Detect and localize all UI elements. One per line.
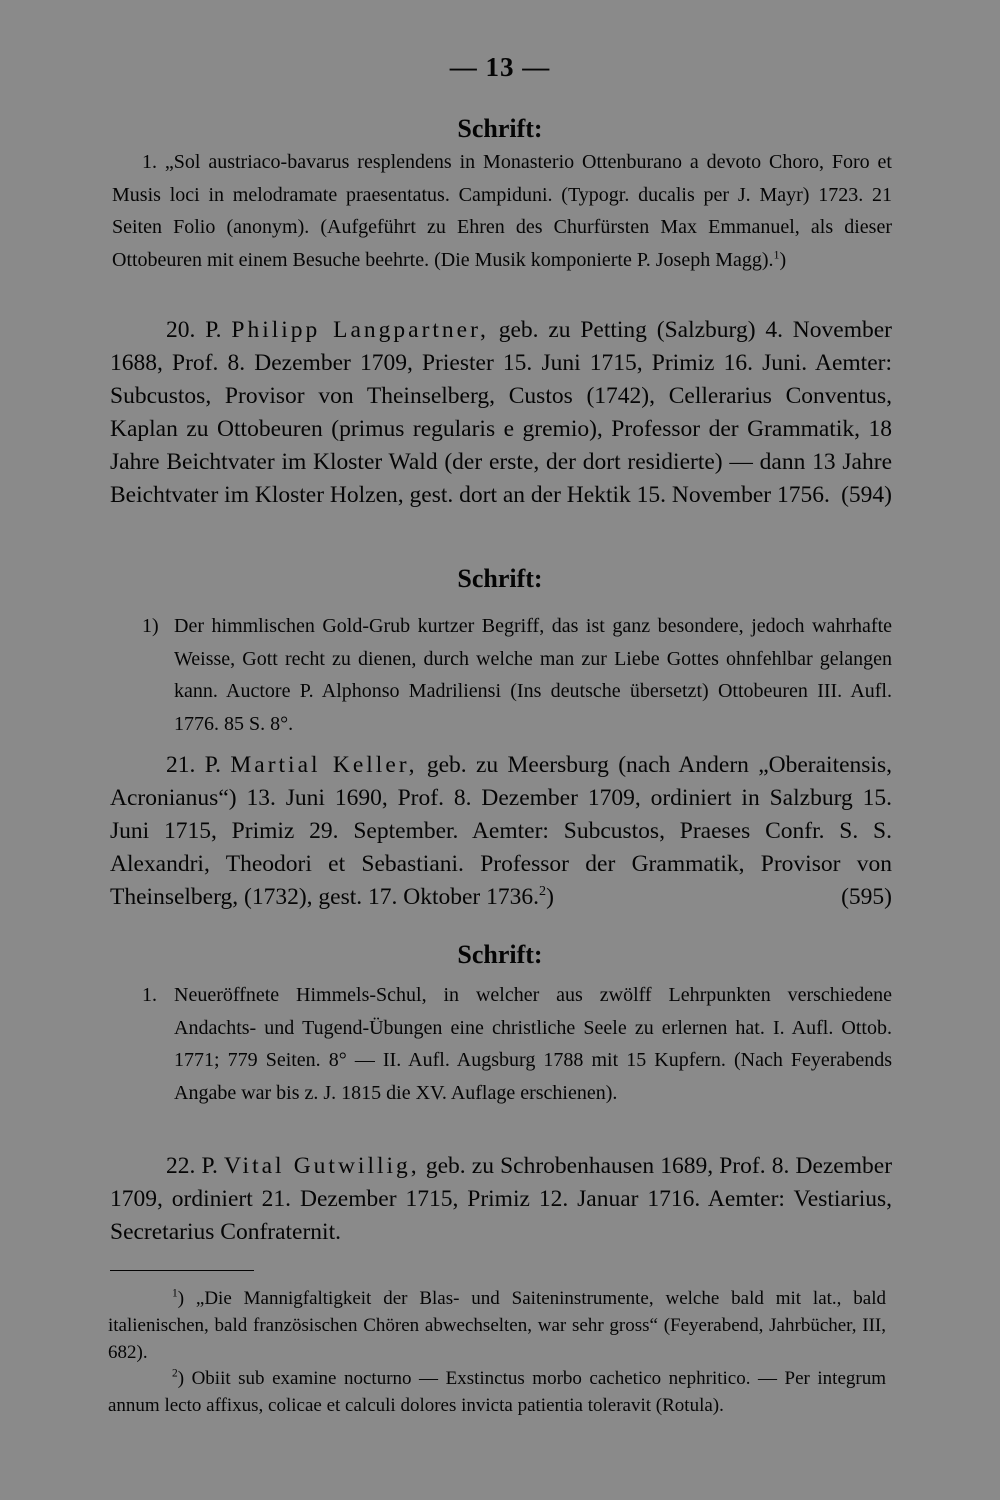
work-item-marker: 1.: [142, 984, 157, 1006]
footnote-text: ) Obiit sub examine nocturno — Exstinctus morbo cachetico nephritico. — Per integrum annum lecto affixus, colicae et calculi dolores invicta patientia toleravit (Rotula).: [108, 1368, 886, 1416]
footnote-ref-2: 2: [539, 883, 547, 900]
entry-20-langpartner: [110, 314, 892, 512]
footnote-text: ) „Die Mannigfaltigkeit der Blas- und Saiteninstrumente, welche bald mit lat., bald italienischen, bald französischen Chören abwechselten, war sehr gross“ (Feyerabend, Jahrbücher, III, 682).: [108, 1288, 886, 1363]
footnote-mark: 1: [172, 1287, 178, 1300]
footnote-ref-1: 1: [773, 246, 780, 261]
footnote-mark: 2: [172, 1367, 178, 1380]
heading-schrift-2: Schrift:: [457, 564, 543, 593]
work-item-text: 1. „Sol austriaco-bavarus resplendens in Monasterio Ottenburano a devoto Choro, Foro et Musis loci in melodramate praesentatus. Campiduni. (Typogr. ducalis per J. Mayr) 1723. 21 Seiten Folio (anonym). (Aufgeführt zu Ehren des Churfürsten Max Emmanuel, als dieser Ottobeuren mit einem Besuche beehrte. (Die Musik komponierte P. Joseph Magg).: [112, 151, 892, 271]
entry-name: Philipp Langpartner,: [231, 317, 489, 343]
entry-number: 20. P.: [166, 317, 222, 343]
footnote-ref-1-close: ): [779, 248, 787, 271]
footnote-2: [108, 1365, 886, 1419]
footnote-ref-2-close: ): [546, 884, 554, 910]
heading-schrift-3: Schrift:: [457, 940, 543, 969]
entry-number: 21. P.: [166, 752, 222, 778]
entry-22-gutwillig: [110, 1150, 892, 1249]
work-item-marker: 1): [142, 615, 159, 637]
work-item-gold-grub: [112, 610, 892, 740]
entry-text: geb. zu Schrobenhausen 1689, Prof. 8. Dezember 1709, ordiniert 21. Dezember 1715, Primiz 12. Januar 1716. Aemter: Vestiarius, Secretarius Confraternit.: [110, 1153, 893, 1245]
work-item-text: Der himmlischen Gold-Grub kurtzer Begriff, das ist ganz besondere, jedoch wahrhafte Weisse, Gott recht zu dienen, durch welche man zur Liebe Gottes ohnfehlbar gelangen kann. Auctore P. Alphonso Madriliensi (Ins deutsche übersetzt) Ottobeuren III. Aufl. 1776. 85 S. 8°.: [174, 615, 892, 735]
entry-text: geb. zu Meersburg (nach Andern „Oberaitensis, Acronianus“) 13. Juni 1690, Prof. 8. Dezember 1709, ordiniert in Salzburg 15. Juni 1715, Primiz 29. September. Aemter: Subcustos, Praeses Confr. S. S. Alexandri, Theodori et Sebastiani. Professor der Grammatik, Provisor von Theinselberg, (1732), gest. 17. Oktober 1736.: [110, 752, 892, 910]
entry-reference: (595): [841, 884, 892, 910]
work-item-sol-austriaco: [112, 146, 892, 276]
entry-reference: (594): [841, 482, 892, 508]
entry-21-keller: [110, 749, 892, 914]
work-item-himmels-schul: [112, 979, 892, 1109]
entry-name: Martial Keller,: [230, 752, 418, 778]
footnote-1: [108, 1285, 886, 1366]
page-number: — 13 —: [449, 52, 551, 82]
entry-name: Vital Gutwillig,: [224, 1153, 420, 1179]
heading-schrift-1: Schrift:: [457, 114, 543, 143]
entry-text: geb. zu Petting (Salzburg) 4. November 1688, Prof. 8. Dezember 1709, Priester 15. Juni 1715, Primiz 16. Juni. Aemter: Subcustos, Provisor von Theinselberg, Custos (1742), Cellerarius Conventus, Kaplan zu Ottobeuren (primus regularis e gremio), Professor der Grammatik, 18 Jahre Beichtvater im Kloster Wald (der erste, der dort residierte) — dann 13 Jahre Beichtvater im Kloster Holzen, gest. dort an der Hektik 15. November 1756.: [110, 317, 892, 508]
work-item-text: Neueröffnete Himmels-Schul, in welcher aus zwölff Lehrpunkten verschiedene Andachts- und Tugend-Übungen eine christliche Seele zu erlernen hat. I. Aufl. Ottob. 1771; 779 Seiten. 8° — II. Aufl. Augsburg 1788 mit 15 Kupfern. (Nach Feyerabends Angabe war bis z. J. 1815 die XV. Auflage erschienen).: [174, 984, 892, 1104]
footnote-divider: [110, 1270, 254, 1271]
entry-number: 22. P.: [166, 1153, 218, 1179]
